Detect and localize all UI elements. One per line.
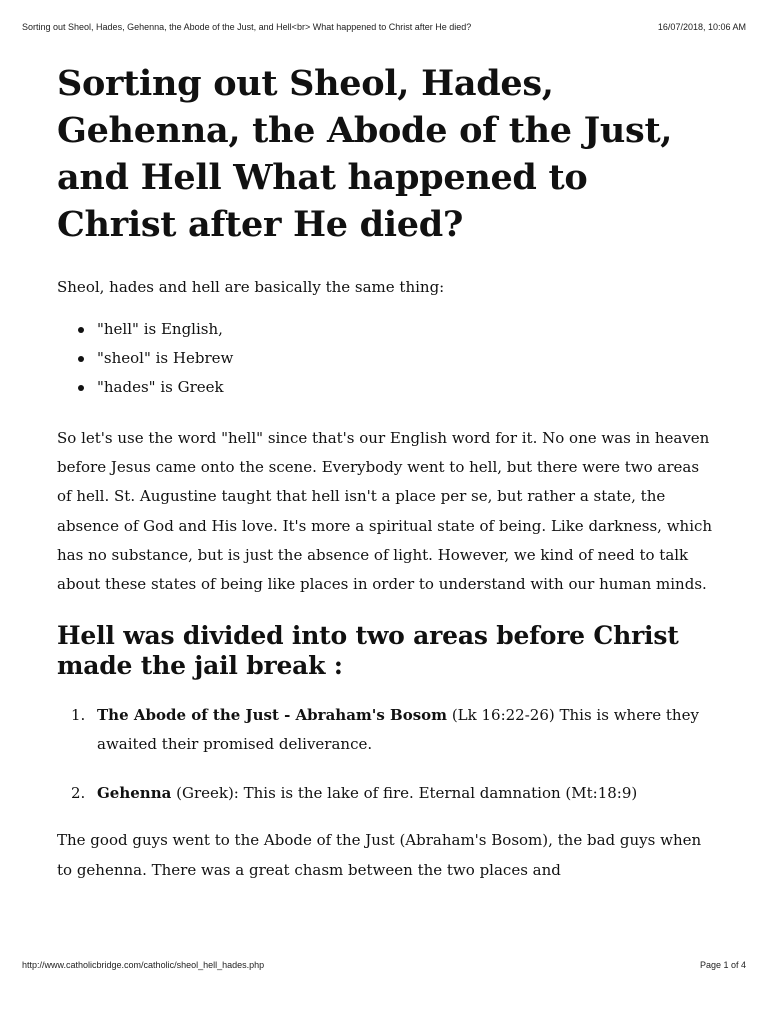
list-item	[71, 701, 717, 759]
area-description: (Lk 16:22-26) This is where they awaited their promised deliverance.	[97, 706, 699, 754]
print-header-datetime: 16/07/2018, 10:06 AM	[657, 22, 746, 32]
body-paragraph: So let's use the word "hell" since that's our English word for it. No one was in heaven before Jesus came onto the scene. Everybody went to hell, but there were two areas of hell. St. Augustine taught that hell isn't a place per se, but rather a state, the absence of God and His love. It's more a spiritual state of being. Like darkness, which has no substance, but is just the absence of light. However, we kind of need to talk about these states of being like places in order to understand with our human minds.	[57, 429, 713, 594]
list-item	[71, 779, 717, 808]
print-footer	[22, 960, 746, 970]
section-heading: Hell was divided into two areas before Christ made the jail break :	[57, 621, 679, 681]
list-number: 2.	[71, 784, 86, 803]
area-term: Gehenna	[97, 784, 172, 803]
list-item: "hades" is Greek	[97, 373, 717, 402]
body-paragraph: The good guys went to the Abode of the Just (Abraham's Bosom), the bad guys when to gehenna. There was a great chasm between the two places and	[57, 831, 702, 879]
area-description: (Greek): This is the lake of fire. Eternal damnation (Mt:18:9)	[171, 784, 638, 803]
article	[57, 60, 717, 885]
list-item: "sheol" is Hebrew	[97, 344, 717, 373]
area-term: The Abode of the Just - Abraham's Bosom	[97, 706, 448, 725]
print-header	[22, 22, 746, 32]
intro-paragraph: Sheol, hades and hell are basically the same thing:	[57, 278, 445, 296]
source-url: http://www.catholicbridge.com/catholic/sheol_hell_hades.php	[22, 960, 265, 970]
terms-list	[57, 315, 717, 402]
areas-list	[57, 701, 717, 808]
list-item: "hell" is English,	[97, 315, 717, 344]
page-number: Page 1 of 4	[699, 960, 746, 970]
print-header-title: Sorting out Sheol, Hades, Gehenna, the Abode of the Just, and Hell<br> What happened to Christ after He died?	[22, 22, 472, 32]
page-title: Sorting out Sheol, Hades, Gehenna, the Abode of the Just, and Hell What happened to Christ after He died?	[57, 63, 673, 245]
list-number: 1.	[71, 706, 86, 725]
